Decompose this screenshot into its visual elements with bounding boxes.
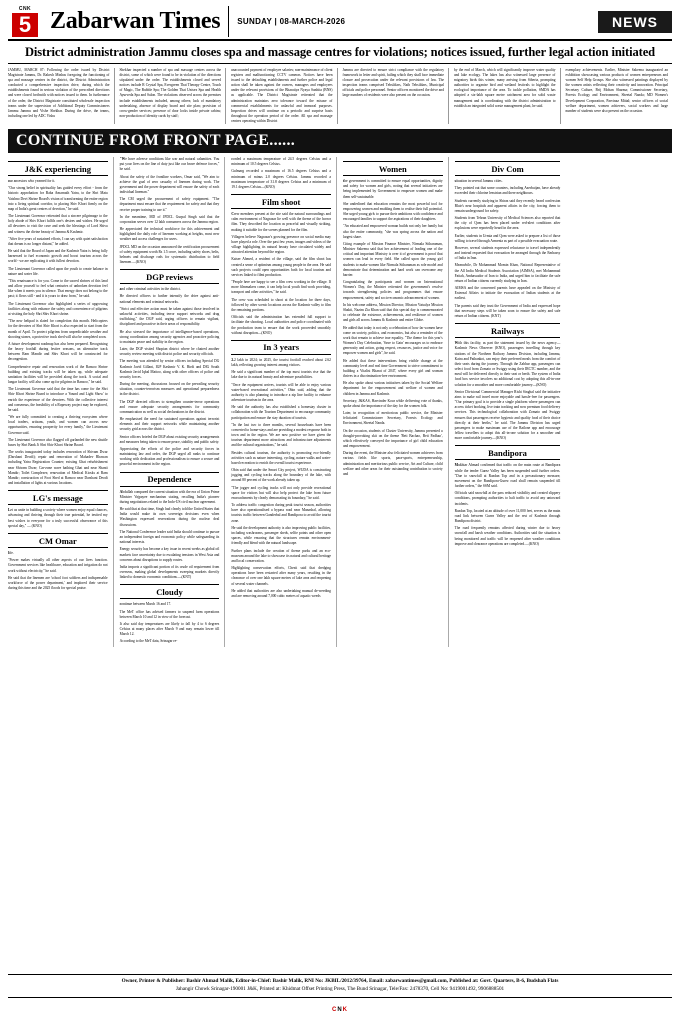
article-paragraph: "Power makes virtually all other aspects of our lives function. Government services like healthcare, education and irrigation do not work without electricity," he said. [8, 558, 108, 573]
section-heading: Women [343, 161, 443, 176]
article-paragraph: On the occasion, students of Cluster University, Jammu presented a thought-provoking skit on the theme 'Beti Bachao, Beti Padhao', which effectively conveyed the importance of girl child education and empowerment. [342, 428, 443, 449]
top-col-3: unaccounted payment of employee salaries; non-maintenance of client registers and malfunctioning CCTV cameras. Notices have been issued to the defaulting establishments and further police and legal action shall be taken against the owners, managers and employees under the relevant provisions of the Bharatiya Nyaya Sanhita (BNS) as applicable. The District Magistrate reiterated that the administration maintains zero tolerance toward the misuse of commercial establishments for unlawful and immoral purposes. Inspection drives will continue on a periodic and surprise basis throughout the operation period of the order. All spa and massage centres operating within District [231, 68, 338, 124]
article-paragraph: "In the last two to three months, several houseboats have been converted to home-stays and are providing a modest response both in town and in the region. We are now positive we have given the tourism department more attractions and infrastructure adjustments and the cultural organisations," he said. [231, 422, 331, 448]
section-heading: Div Com [455, 161, 561, 176]
article-paragraph: During the meeting, discussions focused on the prevailing security situation, counter-terrorism measures and operational preparedness in the district. [119, 382, 220, 397]
article-paragraph: corded a maximum temperature of 24.5 degrees Celsius and a minimum of 10.5 degrees Celsius. [231, 157, 331, 167]
article-paragraph: To address traffic congestion during peak tourist season, authorities have also operationalised a bypass road near Manasbal, allowing tourists traffic between Ganderbal and Bandipora to avoid the tourist zone. [231, 503, 331, 523]
article-paragraph: "People here are happy to see a film crew working in the village. If more filmmakers come, it can help local youth find work providing, transport and other activities," he said. [231, 280, 331, 295]
section-heading: DGP reviews [120, 269, 220, 284]
article-paragraph: Students currently studying in Shiraz said they recently heard confession Blair's near hospitals and apparent affairs in the city, forcing them to remain underground for safety. [454, 198, 561, 213]
bottom-logo-c: C [331, 1007, 338, 1013]
article-paragraph: In the meantime, MD of JPDCL Gurpal Singh said that the corporation serves over 12 lakh consumers across the Jammu region. [119, 214, 220, 224]
body-column-1 [8, 157, 114, 647]
article-paragraph: The MeT office has advised farmers to suspend farm operations between March 10 and 12 in view of the forecast. [119, 609, 220, 619]
article-paragraph: India imports a significant portion of its crude oil requirement from overseas, making global developments sweeping markets directly linked to domestic economic conditions.—(KNT) [119, 564, 220, 580]
article-paragraph: and other criminal activities in the district. [119, 287, 181, 292]
article-paragraph: continue between March 16 and 17. [119, 602, 172, 607]
article-paragraph: Appreciating the efforts of the police and security forces in maintaining law and order, the DGP urged all ranks to continue working with dedication and professionalism to ensure a secure and peaceful environment in the region. [119, 446, 220, 467]
article-paragraph: Later, in recognition of meritorious public service, the Minister felicitated Commissioner Secretary, Forests Ecology and Environment, Sheetal Nanda. [342, 411, 443, 426]
article-paragraph: Crew members present at the site said the natural surroundings and calm environment of Nagrazar lie well with the theme of the horror film. They described the location as peaceful and visually striking, making it suitable for the scenes planned for the film. [231, 212, 331, 232]
bottom-logo-k: K [342, 1007, 349, 1013]
article-paragraph: Meanwhile, Dr Mohammad Momin Khan, National Representative of the All India Medical Students Association (AIMSA), met Mohammad Fattah, Ambassador of Iran to India, and urged him to facilitate the safe return of Indian citizens currently studying in Iran. [454, 263, 561, 283]
article-paragraph: He said that the Board of Japan and the Kashmir Yatra is being fully harnessed to fuel economic growth and boost tourism across the world - we are replicating it with fullest devotion. [8, 249, 108, 264]
article-paragraph: The parents said they trust the Government of India and expressed hope that necessary steps will be taken soon to ensure the safety and safe return of Indian citizens. (KNT) [454, 303, 561, 318]
main-columns [8, 157, 672, 647]
paper-title-wrap [42, 6, 228, 37]
article-paragraph: He also stressed the importance of intelligence-based operations, strong coordination among security agencies and proactive policing to maintain peace and stability in the region. [119, 329, 220, 344]
imprint-footer [8, 974, 672, 998]
article-paragraph: Razdan Top, located at an altitude of over 11,000 feet, serves as the main road link between Gurez Valley and the rest of Kashmir through Bandipora district. [454, 508, 561, 524]
article-paragraph: JPDCL MD on the occasion announced the certification procurement of safety equipment worth Rs 1.5 crore, including safety shoes, belts, helmets and discharge rods for systematic distribution to field linemen.—(KNO) [119, 244, 220, 265]
top-col-6: exemplary achievements. Earlier, Minister Sakeena inaugurated an exhibition showcasing various products of women entrepreneurs and women Self Help Groups. She also witnessed paintings displayed by the women artists reflecting their creativity and innovation. Principal Secretary Culture, Brij Mohan Sharma; Commissioner Secretary, Forests Ecology and Environment, Sheetal Nanda; MD Women's Development Corporation, Parvinaz Mittal; senior officers of social welfare department, women achievers, social workers and large number of students were also present on the occasion. [565, 68, 668, 113]
top-col-1: JAMMU, MARCH 07: Following the order issued by District Magistrate Jammu, Dr. Rakesh Minhas foregoing the functioning of spa and massage centres in the district, the District Administration conducted a comprehensive inspection drive, during which the establishments found in serious violation of the prescribed directions and were closed forthwith with notices issued to them. In furtherance of the order, the District Magistrate constituted wholesale inspection teams under the supervision of Additional Deputy Commissioners Jammu Jammu and Vishe Shekhar. During the drive, the teams, including one led by ADC Vishu [8, 68, 115, 124]
body-column-6 [566, 157, 672, 647]
article-paragraph: The meeting was attended by senior officers including Special DG Kashmir Javid Gillani, IGP Kashmir V. K. Birdi and DIG South Kashmir Javid Iqbal Mattoo, along with other officers of police and security forces. [119, 359, 220, 379]
article-paragraph: He emphasised the need for sustained operations against terrorist elements and their support networks while maintaining another security grid across the district. [119, 417, 220, 432]
page-title: Zabarwan Times [50, 8, 221, 34]
article-paragraph: He said a significant number of the top most tourists rise that the lake due to its natural beauty and adventure possibilities. [231, 370, 331, 380]
article-paragraph: Later, the DGP visited Shopian district where he chaired another security review meeting with district police and security officials. [119, 347, 220, 357]
imprint-line-2: Jahangir Chowk Srinagar-190001 J&K, Printed at: Khidmat Offset Printing Press, The Bund Srinagar, Tele/Fax: 2478370, Cell No: 9419001492, 9906888501 [175, 986, 505, 993]
article-paragraph: "We have adverse conditions like war and natural calamities. You put your lives on the line of duty just like our brave defence forces," he said. [119, 157, 220, 172]
article-paragraph: He said that at that time, Singh had clearly told the United States that India would make its own sovereign decisions even when Washington expressed reservations during the nuclear deal discussions. [119, 507, 220, 527]
article-paragraph: He said the authority has also established a homestay cluster in collaboration with the Tourism Department to encourage community participation and ensure the stay duration of tourists. [231, 405, 331, 420]
article-paragraph: Earlier, students in Urmia and Qom were asked to prepare a list of those willing to travel through Armenia as part of a possible evacuation route. [454, 233, 561, 243]
article-paragraph: "After five years of sustained efforts, I can say with quiet satisfaction that dream is no longer distant," he added. [8, 236, 108, 246]
continue-banner: CONTINUE FROM FRONT PAGE...... [8, 129, 672, 153]
article-paragraph: 2.2 lakh in 2024; in 2025, the tourist footfall reached about 2.62 lakh, reflecting growing interest among visitors. [231, 357, 331, 368]
article-paragraph: It also said day temperatures are likely to fall by 4 to 6 degrees Celsius at many places after March 9 and may remain lower till March 12. [119, 621, 220, 637]
article-paragraph: Obin said that under the Smart City project, WUDA is constructing jogging and cycling tracks along the boundary of the lake, with around 80 percent of the work already taken up. [231, 468, 331, 483]
article-paragraph: According to the MeT data, Srinagar re- [119, 639, 178, 644]
article-paragraph: "Once the equipment arrives, tourists will be able to enjoy various water-based recreational activities," Obin said, adding that the authority is also planning to introduce a zip line facility to enhance adventure tourism in the area. [231, 382, 331, 403]
article-paragraph: He appreciated the technical workforce for this achievement and highlighted the daily role of linemen working at heights, most new weather and access challenges for users. [119, 227, 220, 242]
article-paragraph: She underlined that education remains the most powerful tool for empowering women and enabling them to realise their full potential. She urged young girls to pursue their ambitions with confidence and encouraged families to support the aspirations of their daughters. [342, 201, 443, 222]
article-paragraph: Besides cultural tourism, the authority is promoting eco-friendly activities such as nature interesting, cycling, nature walks and water-based recreation to enrich the overall tourist experience. [231, 450, 331, 465]
article-paragraph: Senior officers briefed the DGP about existing security arrangements and measures being taken to ensure peace, stability and public safety. [119, 434, 220, 444]
article-paragraph: "An educated and empowered woman builds not only her family but also the entire community, "she was spring across the nation and largest share. [342, 224, 443, 239]
article-paragraph: The Lieutenant Governor called upon the youth to create balance in nature and water life. [8, 266, 108, 276]
top-col-4: Jammu are directed to ensure strict compliance with the regulatory framework in letter and spirit, failing which they shall face immediate closure and prosecution under the relevant provisions of law. The inspection teams comprised Tehsildars, Naib Tehsildars, Municipal officials and police personnel. Senior officers monitored the drive and large numbers of residents were also present on the occasion. [343, 68, 450, 124]
body-column-4 [343, 157, 449, 647]
logo-top-text: CNK [18, 6, 32, 12]
lead-headline: District administration Jammu closes spa and massage centres for violations; notices issued, further legal action initiated [8, 41, 672, 64]
article-paragraph: In his welcome address, Mission Director, Mission Vatsalya Mission Shakti, Nazim Zia Khan said that this special day is commemorated to celebrate the existence, achievements, and resilience of women and girls all across Jammu & Kashmir and entire Globe. [342, 302, 443, 323]
article-paragraph: Senior Divisional Commercial Manager Rishi Singhal said the initiative aims to make rail travel more enjoyable and hassle-free for passengers. "Our primary goal is to provide a single platform where passengers can access ticket booking, live train tracking and now premium food delivery services. This technological collaboration with Zomato and Swiggy ensures that passengers receive hygienic and quality food of their choice directly at their berths," he said. The Jammu Division has urged passengers to make maximum use of the Railone app and encourage fellow travellers to adopt this all-in-one solution for a smoother and more comfortable journey—(KNO) [454, 389, 561, 441]
article-paragraph: The National Conference leader said India should continue to pursue an independent foreign and economic policy while safeguarding its national interests. [119, 529, 220, 545]
article-paragraph: They pointed out that some counters, including Azerbaijan, have already exceeded their chlorine lenstrian and there neighbours. [454, 186, 561, 196]
section-heading: Film shoot [231, 194, 331, 209]
dateline: SUNDAY | 08-MARCH-2026 [237, 17, 346, 26]
bottom-logo-n: N [337, 1007, 343, 1013]
article-paragraph: "The jogger and cycling tracks will not only provide recreational space for visitors but will also help protect the lake from future encroachments by clearly demarcating its boundary," he said. [231, 485, 331, 500]
section-heading: In 3 years [231, 340, 331, 355]
article-paragraph: Officials said snowfall at the pass reduced visibility and created slippery conditions, prompting authorities to halt traffic to avoid any untoward incidents. [454, 491, 561, 506]
article-paragraph: Students from Tehran University of Medical Sciences also reported that the city of Qom has been placed under red-alert conditions after explosions were reportedly heard in the area. [454, 216, 561, 231]
article-paragraph: Kaiser Ahmed, a resident of the village, said the film shoot has created a sense of optimism among young people in the area. He said such projects could open opportunities both for local tourism and services linked to filmi production. [231, 257, 331, 277]
body-column-2 [120, 157, 226, 647]
article-paragraph: He added that today is not only a celebration of how far women have come on society, politics, and economics, but also a reminder of the work that remain to achieve true equality. "The theme for this year's Women's Day Celebration, 'Save to Gain' encourages us to embrace generosity and action, going respect, resources, justice and voice for empower women and girls", he said. [342, 325, 443, 356]
paper-logo [8, 6, 42, 37]
top-col-2: Shekhar inspected a number of spa and massage centres across the district, some of which were found to be in violation of the directions stipulated under the order. The establishments closed and served notices include R Crystal Spa, Evergreen Thai Therapy Centre, Touch of Magic, The Bubble Spa; The Golden Thai Unisex Spa and Health Ayurveda Spa and Salon. The violations observed across the premises include establishments included, among others; lack of mandatory undertaking, absence of display board and site plan; provision of cross-gender services; presence of door locks inside private cabins; non-production of identity cards by staff; [120, 68, 227, 124]
article-paragraph: life. [8, 551, 14, 555]
article-paragraph: Mukhtar Ahmad confirmed that traffic on the main route at Bandipora while the tender Gurez Valley has been suspended until further orders. "Due to snowfall at Razdan Top and in a precautionary measure, movement on the Bandipora-Gurez road shall remain suspended till further orders," the SSM said. [454, 463, 561, 489]
article-paragraph: The CM urged the procurement of safety equipment. "The department must ensure that the requirement for safety and that they receive proper training to use it." [119, 197, 220, 212]
article-paragraph: Citing example of Mission Finance Minister, Nirmala Sitharaman, Minister Sakeena said that her achievement of leading one of the critical and important Ministry is over it of government is proof that women can lead in every field. She called upon the young girl students to make women like Nirmala Sitharaman as role model and demonstrate that determination and hard work can overcome any barrier. [342, 241, 443, 277]
article-paragraph: He added that these interventions bring visible change at the community level and real time Government to strive commitment to building a Vitalist Bharat of 2047, where every girl and woman thrives in a discrimination-free environment. [342, 358, 443, 379]
article-paragraph: "We are fully committed to creating a thriving ecosystem where local traders, artisans, youth, and women can access new opportunities, ensuring prosperity for every family," the Lieutenant Governor said. [8, 415, 108, 435]
bottom-logo [0, 1007, 680, 1013]
article-paragraph: "This renaissance is for you. Come to the sacred shrines of this land and allow yourself to feel what centuries of unbroken devotion feel like when it meets you in silence. That energy does not belong to the past; it flows still - and it is yours to draw from," he said. [8, 278, 108, 299]
article-paragraph: Further plans include the creation of theme parks and an eco-museum around the lake to showcase its natural and cultural heritage and local conservation. [231, 548, 331, 563]
section-badge: NEWS [598, 11, 672, 33]
article-paragraph: The Lieutenant Governor also flagged off garlanded the new shuttle buses by Shri Bank Ji Shri Shiv Khori Shrine Board. [8, 437, 108, 447]
section-heading: Railways [455, 323, 561, 338]
article-paragraph: Let us unite in building a society where women enjoy equal chances, advancing and thriving through their true potential, he invited my best wishes to everyone for a truly successful observance of this special day," — (KNO) [8, 508, 108, 528]
section-heading: J&K experiencing [8, 161, 108, 176]
article-paragraph: With this facility, as part the statement issued by the news agency—Kashmir News Observer (KNO), passengers travelling through key stations of the Northern Railway Jammu Division, including Jammu, Katra and Pathankot, can enjoy their preferred meals from the comfort of their seats during the journey. Through the Zabhur app, passengers can select food from Zomato or Swiggy using their IRCTC number, and the meal will be delivered directly to their seat or berth. The system of India food box service involves no additional cost by adopting this all-in-one solution for a smoother and more comfortable journey—(KNO) [454, 341, 561, 387]
article-paragraph: Comprehensive repair and renovation work of the Ransoo Shrine building and existing tracks will be taken up, while adequate sanitation facilities will be provided along the track. A social and langar facility will also come up for pilgrims in Ransoo," he said. [8, 364, 108, 385]
article-paragraph: Villagers believe Nagrazar's growing presence on social media may have played a role. Over the past few years, images and videos of the village highlighting its natural beauty have circulated widely and attracted attention beyond the region. [231, 234, 331, 255]
article-paragraph: AIMSA and the concerned parents have appealed on the Ministry of External Affairs to initiate the evacuation of Indian students at the earliest. [454, 286, 561, 301]
article-paragraph: Secretary, J&KAS, Harvinder Kour while delivering vote of thanks, spoke about the importance of the day for the women folk. [342, 398, 443, 408]
section-heading: Cloudy [120, 584, 220, 599]
article-paragraph: Gulmarg recorded a maximum of 16.5 degrees Celsius and a minimum of minus 2.0 degrees Celsius. Jammu recorded a maximum temperature of 31.8 degrees Celsius and a minimum of 19.1 degrees Celsius—(KNO) [231, 169, 331, 189]
imprint-line-1: Owner, Printer & Publisher: Bashir Ahmad Malik, Editor-in-Chief: Bashir Malik, RNI No: JKBIL/2012/39764, Email: zabarwantimes@gmail.com, Published at: Govt. Quarters, B-6, Budshah Flats [121, 978, 559, 985]
body-column-5 [455, 157, 561, 647]
article-paragraph: A future development roadmap has also been prepared. Recognising the heavy footfall during festive seasons, an alternative track between Ram Mandir and Shiv Khori will be constructed for decongestion. [8, 341, 108, 362]
article-paragraph: "Our strong belief in spirituality has guided every effort - from the historic approbation for Baba Amarnath Yatra, to the Shri Mata Vaishno Devi Shrine Board's vision of transforming the entire region into a living spiritual corridor, to placing Shiv Khori firmly on the map of India's great centres of devotion," he said. [8, 186, 108, 211]
article-paragraph: The crew was scheduled to shoot at the location for three days, followed by other scenic locations across the Kashmir valley to film the remaining portions. [231, 297, 331, 312]
article-paragraph: the government is committed to ensure equal opportunities, dignity and safety for women and girls, noting that several initiatives are being implemented by Government to empower women and make them self-sustainable. [342, 179, 443, 199]
article-paragraph: Energy security has become a key issue in recent weeks as global oil markets face uncertainty due to escalating tensions in West Asia and concerns about disruptions to supply routes. [119, 547, 220, 562]
article-paragraph: situation in several Jammu cities. [454, 179, 503, 184]
article-paragraph: He added that authorities are also undertaking manual de-weeding and are removing around 7,000 cubic metres of aquatic weeds [231, 588, 331, 598]
article-paragraph: He directed officers to further intensify the drive against anti-national elements and criminal networks. [119, 294, 220, 304]
article-paragraph: However, several students expressed reluctance to travel independently and instead requested that evacuation be arranged through the Embassy of India in Iran. [454, 245, 561, 261]
dateline-wrap [228, 6, 598, 37]
article-paragraph: He said the development authority is also improving public facilities, including washrooms, passenger sheds, selfie points and other open spaces, while ensuring that the structures remain environment-friendly and blend with the natural landscape. [231, 525, 331, 546]
article-paragraph: Congratulating the participants and women on International Women's Day, the Minister reiterated the government's resolve towards strengthening policies and programmes that ensure empowerment, safety and socio-economic advancement of women. [342, 280, 443, 300]
article-paragraph: "The new helipad is slated for completion this month. Helicopters for the devotees of Shri Shiv Khori is also expected to start from the month of April. To protect pilgrims from unpredictable weather and shooting stones, a protective track shed will also be completed soon. [8, 319, 108, 339]
article-paragraph: The works inaugurated today includes renovation of Shivam Dwar (Darshani Deodi); repair and renovation of Mahadev Bhawan including Yatra Registration Counter; existing Ghat refurbishment near Shivam Dwar; Car-zone wave bathing Ghat and near Shanti Mandir; Toilet Complexes; renovation of Medical Kiosks at Ram Mandir; construction of Foot Shed at Ransoo near Darshani Deodi and installation of lights at various locations. [8, 450, 108, 486]
top-article-strip [8, 64, 672, 124]
article-paragraph: Officials said the administration has extended full support to facilitate the shooting. Local authorities and police coordinated with the production team to ensure that the work proceeded smoothly without disruption—(KNO) [231, 315, 331, 335]
article-paragraph: The Lieutenant Governor said that the time has come for the Shri Shiv Khori Shrine Board to introduce a 'Sound and Light Show' to enrich the experience of the devotees. With the collective interest and consensus, the feasibility of a Ropeway project may be explored, he said. [8, 387, 108, 412]
section-heading: Dependence [120, 472, 220, 487]
section-heading: LG's message [8, 490, 108, 505]
page-number: 5 [12, 13, 38, 37]
masthead [8, 6, 672, 41]
article-paragraph: He also spoke about various initiatives taken by the Social Welfare department for the empowerment and welfare of women and children in Jammu and Kashmir. [342, 381, 443, 396]
article-paragraph: He said that the linemen are 'school foot soldiers and indispensable workforce of the power department,' and implored their service during this time and the 2025 floods for special praise. [8, 575, 108, 591]
article-paragraph: About the safety of the frontline workers, Omar said, "We aim to achieve the goal of zero casualty of linemen during work. The government and the power department will ensure the safety of each individual lineman." [119, 174, 220, 195]
section-heading: CM Omar [8, 533, 108, 548]
article-paragraph: The Lieutenant Governor also highlighted a series of upgrowing facilities along with enhance the safety and convenience of pilgrims at visiting the holy Shri Shiv Khori shrine. [8, 301, 108, 316]
article-paragraph: During the event, the Minister also felicitated women achievers from various fields like sports, para-sports, entrepreneurship, administration and meritorious public service, Art and Culture, child welfare and other areas for their outstanding contribution to society and [342, 451, 443, 476]
article-paragraph: Highlighting conservation efforts, Chesti said that dredging operations have been restarted after many years, resulting in the clearance of over one lakh square metres of lake area and reopening of several water channels. [231, 566, 331, 586]
top-col-5: by the end of March, which will significantly improve water quality and lake ecology. The lakes has also witnessed large presence of migratory birds this winter, many arriving from Siberia, prompting authorities to organise bird and wetland festivals to highlight the ecological importance of the area. To tackle pollution, SMDA has adopted a six-lakh square metre catchment area for solid waste management and is coordinating with the district administration to establish an integrated solid waste management plant, he said. [454, 68, 561, 124]
article-paragraph: The road frequently remains affected during winter due to heavy snowfall and harsh weather conditions. Authorities said the situation is being monitored and traffic will be reopened after weather conditions improve and clearance operations are completed.—(KNO) [454, 526, 561, 546]
article-paragraph: The DGP directed officers to strengthen counter-terror operations and ensure adequate security arrangements for community communication as well as social declarations in the district. [119, 399, 220, 414]
section-heading: Bandipora [455, 445, 561, 460]
article-paragraph: Abdullah compared the current situation with the era of Union Prime Minister Vajpayee mechanism stating, recalling India's pioneer during negotiations related to the Indo-US civil nuclear agreement. [119, 489, 220, 504]
body-column-3 [231, 157, 337, 647]
article-paragraph: our ancestors who yearned for it. [8, 179, 56, 184]
article-paragraph: "Strict and effective action must be taken against those involved in unlawful activities, including terror support networks and drug trafficking," the DGP said, urging officers to remain vigilant, disciplined and proactive in their areas of responsibility. [119, 306, 220, 327]
article-paragraph: The Lieutenant Governor reiterated that a sincere pilgrimage to the holy abode of Shiv Khori fulfils one's desires and wishes. He urged all devotees to visit the cave and seek the blessings of Lord Shiva and witness the divine beauty of Jammu & Kashmir. [8, 214, 108, 234]
